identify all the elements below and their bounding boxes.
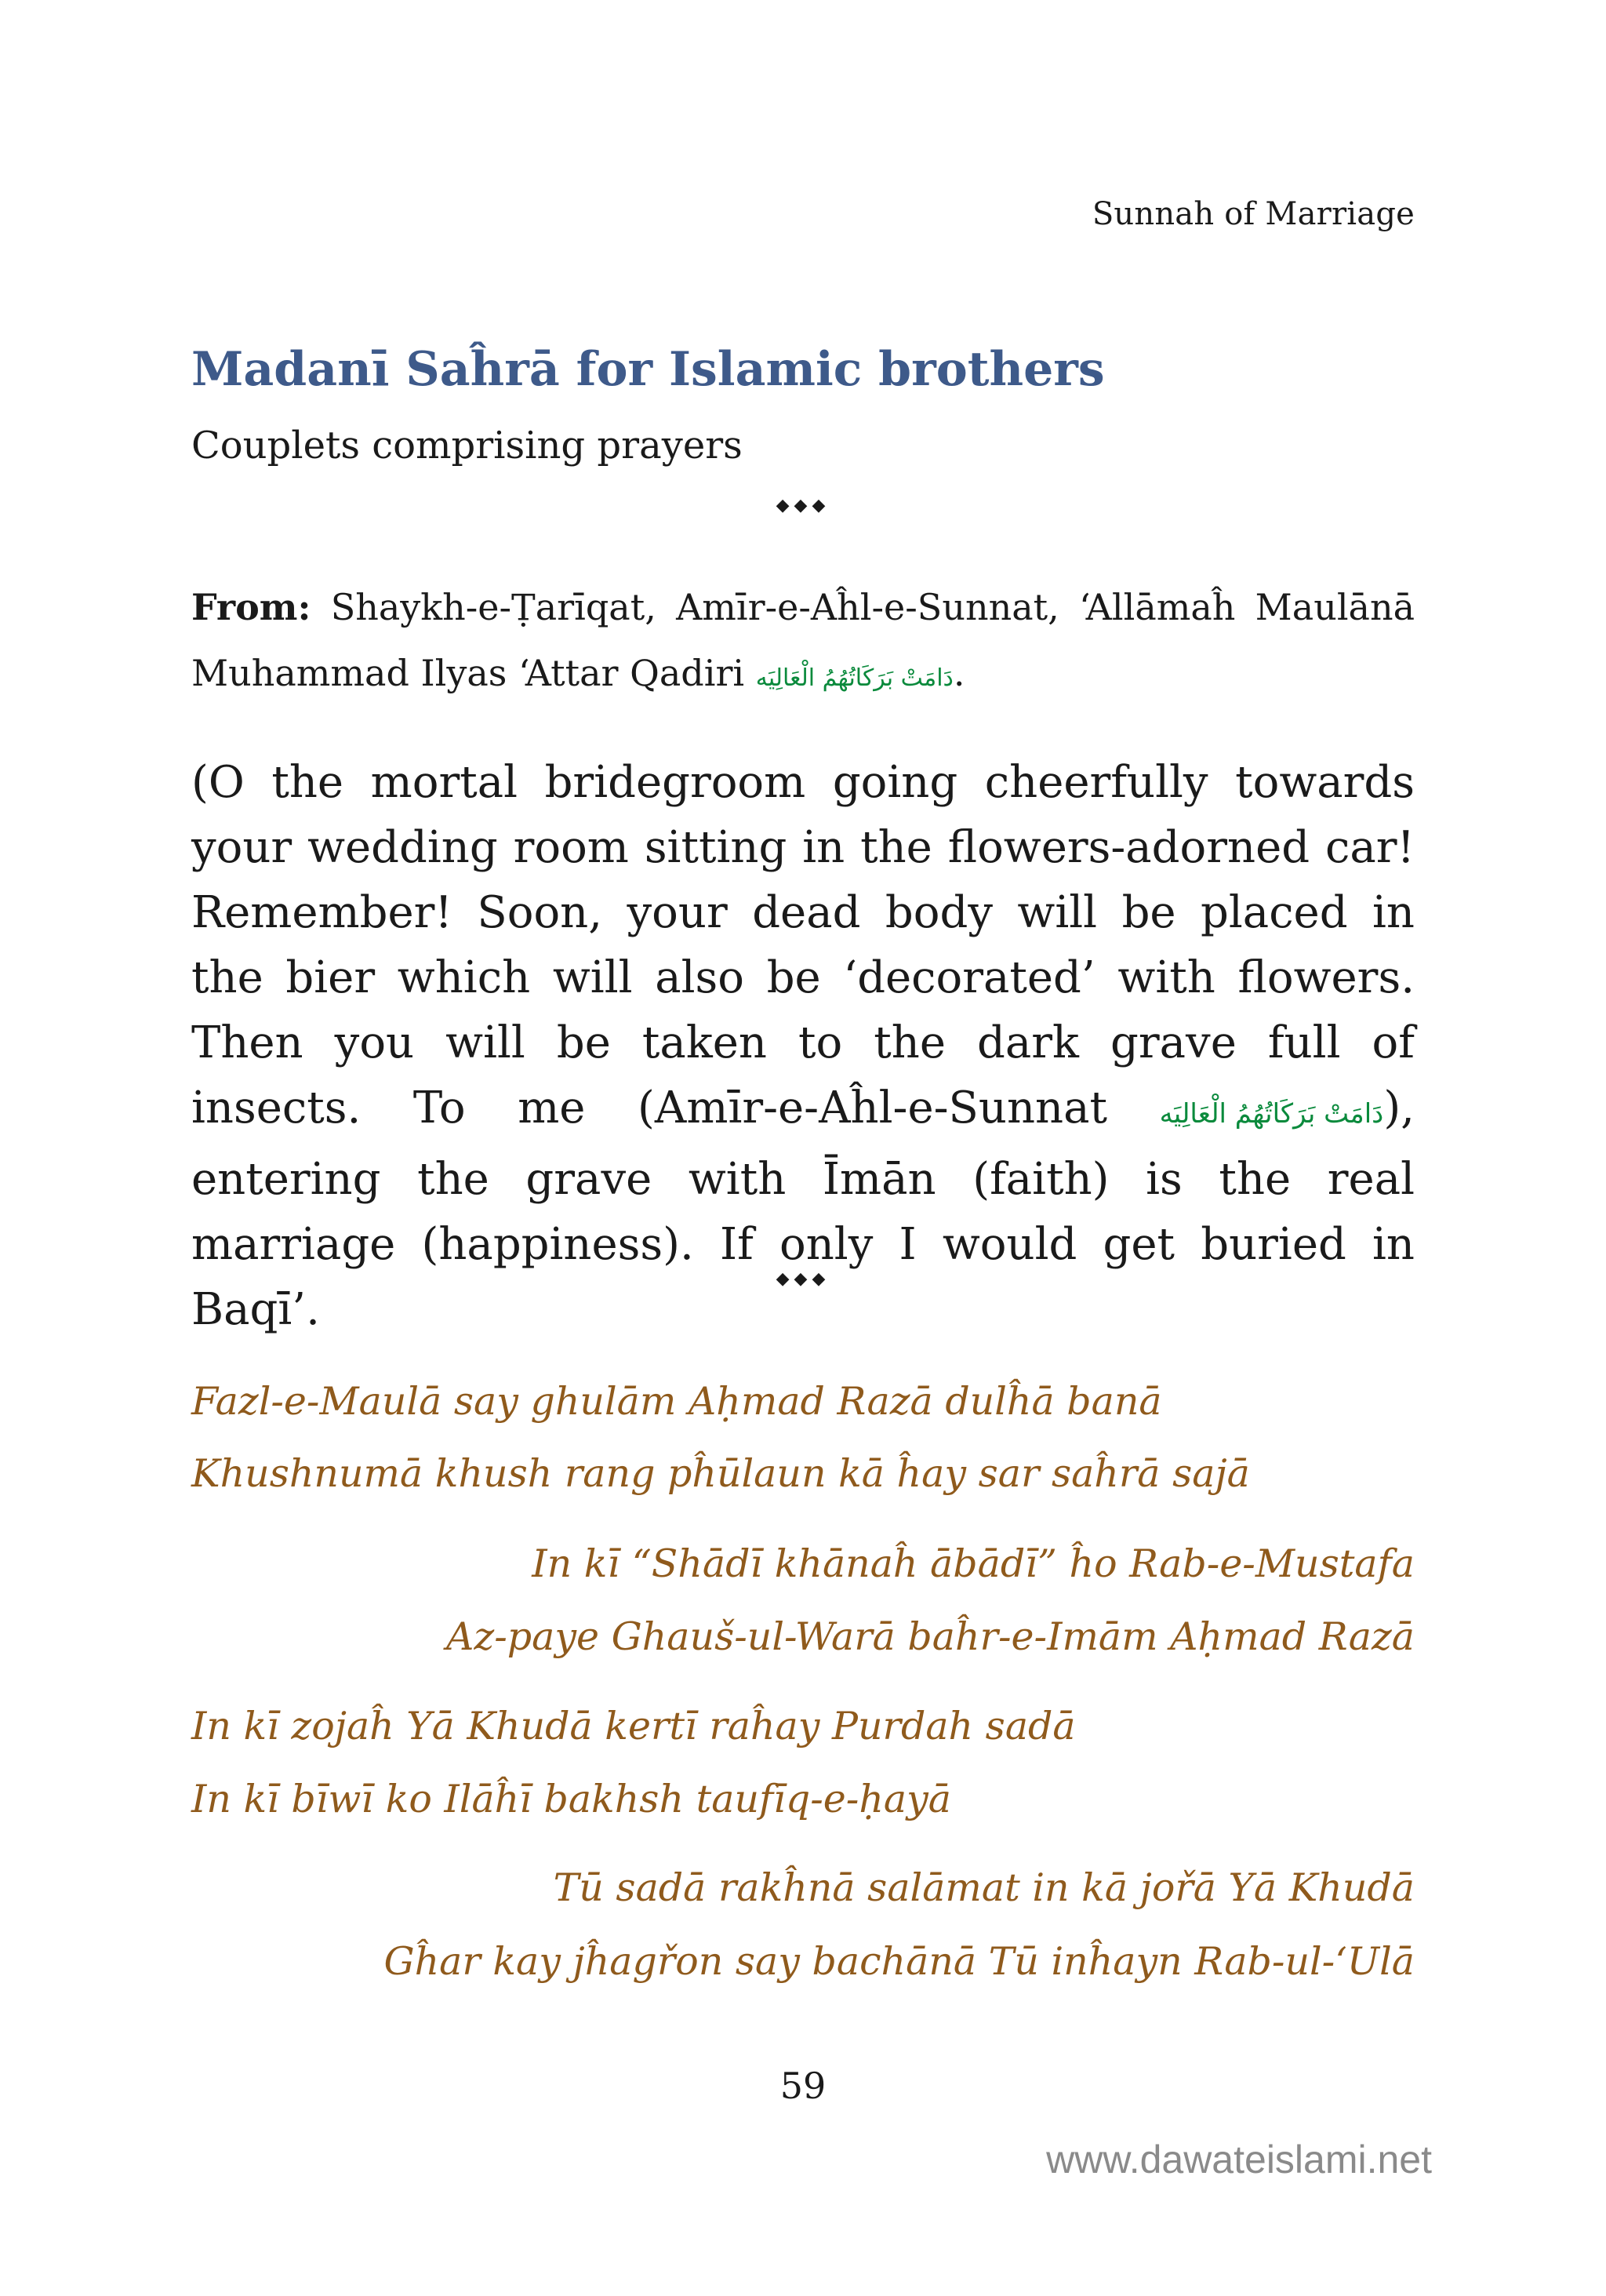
from-text: Shaykh-e-Ṭarīqat, Amīr-e-Aĥl-e-Sunnat, ‘Allāmaĥ Maulānā Muhammad Ilyas ‘Attar Qadiri [191,586,1415,694]
arabic-honorific: دَامَتْ بَرَكَاتُهُمُ الْعَالِيَه [1159,1098,1384,1130]
couplet-line: Gĥar kay jĥagřon say bachānā Tū inĥayn Rab-ul-‘Ulā [383,1939,1415,1984]
section-heading: Madanī Saĥrā for Islamic brothers [191,342,1105,397]
section-subheading: Couplets comprising prayers [191,424,743,468]
paragraph-part-1: (O the mortal bridegroom going cheerfully towards your wedding room sitting in the flowers-adorned car! Remember! Soon, your dead body will be placed in the bier which will also be ‘decorated’ with flowers. Then you will be taken to the dark grave full of insects. To me (Amīr-e-Aĥl-e-Sunnat [191,757,1415,1133]
ornament-divider: ◆◆◆ [776,1269,830,1289]
paragraph-part-2: ), entering the grave with Īmān (faith) is the real marriage (happiness). If only I would get buried in Baqī’. [191,1083,1415,1335]
ornament-divider: ◆◆◆ [776,496,830,515]
couplet-line: In kī bīwī ko Ilāĥī bakhsh taufīq-e-ḥayā [191,1777,951,1821]
couplet-line: In kī zojaĥ Yā Khudā kertī raĥay Purdah sadā [191,1704,1076,1748]
couplet-line: Khushnumā khush rang pĥūlaun kā ĥay sar saĥrā sajā [191,1451,1250,1496]
from-end-punct: . [953,652,965,694]
couplet-line: Az-paye Ghauš-ul-Warā baĥr-e-Imām Aḥmad Razā [446,1614,1415,1659]
arabic-honorific: دَامَتْ بَرَكَاتُهُمُ الْعَالِيَه [755,664,954,692]
page-number: 59 [779,2065,827,2107]
couplet-line: Tū sadā rakĥnā salāmat in kā jořā Yā Khudā [553,1865,1415,1910]
website-watermark: www.dawateislami.net [1046,2138,1432,2181]
from-attribution [191,574,1415,711]
running-header: Sunnah of Marriage [1092,196,1415,232]
couplet-line: In kī “Shādī khānaĥ ābādī” ĥo Rab-e-Mustafa [532,1541,1415,1586]
couplet-line: Fazl-e-Maulā say ghulām Aḥmad Razā dulĥā banā [191,1379,1162,1424]
main-paragraph [191,750,1415,1342]
from-label: From: [191,586,311,628]
